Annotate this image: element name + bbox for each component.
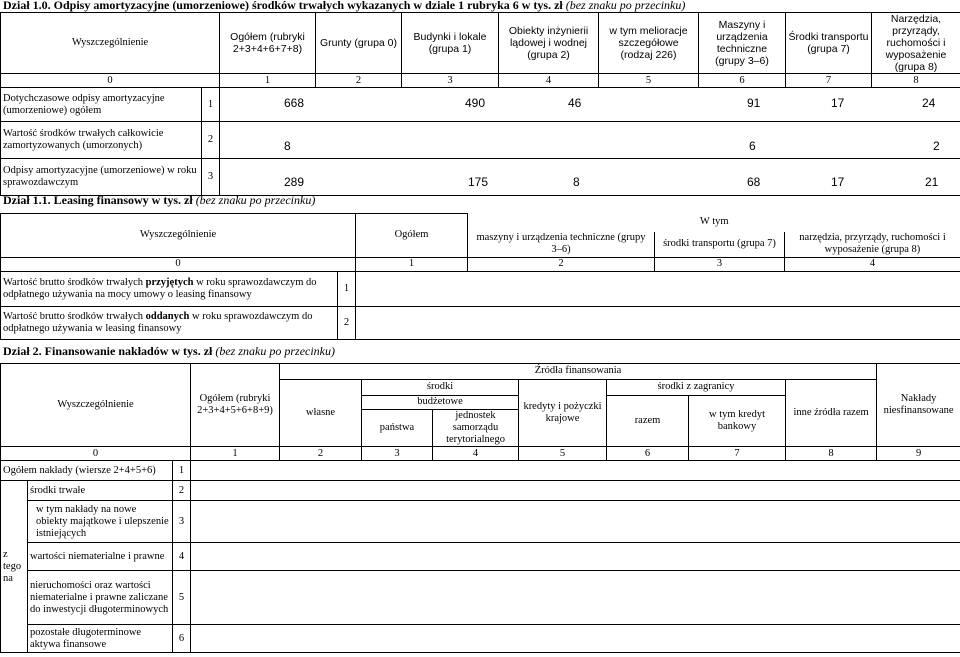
header-transport: środki transportu (grupa 7) bbox=[655, 232, 785, 258]
row-number: 2 bbox=[173, 481, 191, 501]
value-maszyny: 68 bbox=[747, 175, 761, 190]
data-cells bbox=[220, 122, 960, 159]
colnum: 9 bbox=[877, 447, 960, 461]
header-grunty: Grunty (grupa 0) bbox=[316, 13, 402, 74]
row-number: 2 bbox=[338, 307, 356, 340]
colnum: 0 bbox=[1, 74, 220, 88]
colnum: 1 bbox=[220, 74, 316, 88]
header-narzedzia: Narzędzia, przyrządy, ruchomości i wyposażenie (grupa 8) bbox=[872, 13, 960, 74]
value-ogolem: 289 bbox=[284, 175, 305, 190]
row-label: Ogółem nakłady (wiersze 2+4+5+6) bbox=[1, 461, 173, 481]
colnum: 4 bbox=[785, 258, 960, 272]
row-number: 1 bbox=[173, 461, 191, 481]
colnum: 1 bbox=[191, 447, 280, 461]
data-cells bbox=[191, 571, 960, 625]
header-narzedzia: narzędzia, przyrządy, ruchomości i wyposażenie (grupa 8) bbox=[785, 232, 960, 258]
row-label: Wartość brutto środków trwałych przyjętych w roku sprawozdawczym do odpłatnego używania na mocy umowy o leasing finansowy bbox=[1, 272, 338, 307]
row-number: 1 bbox=[202, 88, 220, 122]
value-transport: 17 bbox=[831, 175, 845, 190]
colnum: 2 bbox=[468, 258, 655, 272]
value-narzedzia: 24 bbox=[922, 96, 936, 111]
value-budynki: 175 bbox=[468, 175, 489, 190]
row-number: 6 bbox=[173, 625, 191, 653]
row-number: 4 bbox=[173, 543, 191, 571]
row-number: 2 bbox=[202, 122, 220, 159]
value-narzedzia: 2 bbox=[933, 139, 940, 154]
section2-title: Dział 1.1. Leasing finansowy w tys. zł (bez znaku po przecinku) bbox=[3, 193, 316, 207]
colnum: 7 bbox=[689, 447, 786, 461]
colnum: 2 bbox=[280, 447, 362, 461]
header-wyszczegolnienie: Wyszczególnienie bbox=[1, 364, 191, 447]
header-wlasne: własne bbox=[280, 380, 362, 447]
row-number: 3 bbox=[202, 159, 220, 196]
colnum: 2 bbox=[316, 74, 402, 88]
data-cells bbox=[220, 88, 960, 122]
colnum: 8 bbox=[786, 447, 877, 461]
value-maszyny: 91 bbox=[747, 96, 761, 111]
header-w-tym: W tym bbox=[699, 216, 729, 228]
colnum: 8 bbox=[872, 74, 960, 88]
colnum: 3 bbox=[655, 258, 785, 272]
row-label: Odpisy amortyzacyjne (umorzeniowe) w roku sprawozdawczym bbox=[1, 159, 202, 196]
header-zrodla: Źródła finansowania bbox=[280, 364, 877, 380]
header-maszyny: Maszyny i urządzenia techniczne (grupy 3–6) bbox=[699, 13, 786, 74]
row-label: Wartość środków trwałych całkowicie zamortyzowanych (umorzonych) bbox=[1, 122, 202, 159]
row-label: w tym nakłady na nowe obiekty majątkowe i ulepszenie istniejących bbox=[28, 501, 173, 543]
header-budynki: Budynki i lokale (grupa 1) bbox=[402, 13, 499, 74]
colnum: 3 bbox=[362, 447, 433, 461]
header-ogolem: Ogółem bbox=[356, 214, 468, 258]
value-obiekty: 8 bbox=[573, 175, 580, 190]
header-razem: razem bbox=[607, 396, 689, 447]
colnum: 4 bbox=[433, 447, 519, 461]
colnum: 4 bbox=[499, 74, 599, 88]
section3-title: Dział 2. Finansowanie nakładów w tys. zł (bez znaku po przecinku) bbox=[3, 344, 335, 358]
row-number: 5 bbox=[173, 571, 191, 625]
data-cells bbox=[191, 625, 960, 653]
header-niesfinansowane: Nakłady niesfinansowane bbox=[877, 364, 960, 447]
header-inne: inne źródła razem bbox=[786, 380, 877, 447]
row-label: Wartość brutto środków trwałych oddanych w roku sprawozdawczym do odpłatnego używania w leasing finansowy bbox=[1, 307, 338, 340]
header-wyszczegolnienie: Wyszczególnienie bbox=[1, 214, 356, 258]
value-budynki: 490 bbox=[465, 96, 486, 111]
colnum: 6 bbox=[607, 447, 689, 461]
colnum: 6 bbox=[699, 74, 786, 88]
colnum: 5 bbox=[599, 74, 699, 88]
colnum: 7 bbox=[786, 74, 872, 88]
header-ogolem: Ogółem (rubryki 2+3+4+6+7+8) bbox=[220, 13, 316, 74]
header-panstwa: państwa bbox=[362, 410, 433, 447]
data-cells bbox=[356, 272, 960, 307]
colnum: 5 bbox=[519, 447, 607, 461]
leasing-table bbox=[0, 213, 960, 340]
value-transport: 17 bbox=[831, 96, 845, 111]
data-cells bbox=[191, 481, 960, 501]
row-label: Dotychczasowe odpisy amortyzacyjne (umorzeniowe) ogółem bbox=[1, 88, 202, 122]
header-obiekty: Obiekty inżynierii lądowej i wodnej (grupa 2) bbox=[499, 13, 599, 74]
value-obiekty: 46 bbox=[568, 96, 582, 111]
header-jst: jednostek samorządu terytorialnego bbox=[433, 410, 519, 447]
row-label: środki trwałe bbox=[28, 481, 173, 501]
colnum: 3 bbox=[402, 74, 499, 88]
side-label: z tego na bbox=[1, 481, 28, 653]
section1-title: Dział 1.0. Odpisy amortyzacyjne (umorzeniowe) środków trwałych wykazanych w dziale 1 rubryka 6 w tys. zł (bez znaku po przecinku) bbox=[3, 0, 686, 12]
financing-table bbox=[0, 363, 960, 653]
data-cells bbox=[220, 159, 960, 196]
header-budzetowe: budżetowe bbox=[362, 396, 519, 410]
row-number: 3 bbox=[173, 501, 191, 543]
value-ogolem: 668 bbox=[284, 96, 305, 111]
row-number: 1 bbox=[338, 272, 356, 307]
value-ogolem: 8 bbox=[284, 139, 291, 154]
header-srodki: środki bbox=[362, 380, 519, 396]
colnum: 0 bbox=[1, 447, 191, 461]
header-maszyny: maszyny i urządzenia techniczne (grupy 3–6) bbox=[468, 232, 655, 258]
data-cells bbox=[191, 501, 960, 543]
header-melioracje: w tym melioracje szczegółowe (rodzaj 226) bbox=[599, 13, 699, 74]
data-cells bbox=[191, 543, 960, 571]
row-label: wartości niematerialne i prawne bbox=[28, 543, 173, 571]
colnum: 0 bbox=[1, 258, 356, 272]
value-narzedzia: 21 bbox=[925, 175, 939, 190]
value-maszyny: 6 bbox=[749, 139, 756, 154]
header-kredyt-bankowy: w tym kredyt bankowy bbox=[689, 396, 786, 447]
data-cells bbox=[191, 461, 960, 481]
header-zagranica: środki z zagranicy bbox=[607, 380, 786, 396]
depreciation-table bbox=[0, 12, 960, 196]
header-kredyty: kredyty i pożyczki krajowe bbox=[519, 380, 607, 447]
row-label: pozostałe długoterminowe aktywa finansowe bbox=[28, 625, 173, 653]
header-transport: Środki transportu (grupa 7) bbox=[786, 13, 872, 74]
colnum: 1 bbox=[356, 258, 468, 272]
row-label: nieruchomości oraz wartości niematerialne i prawne zaliczane do inwestycji długoterminowych bbox=[28, 571, 173, 625]
header-ogolem: Ogółem (rubryki 2+3+4+5+6+8+9) bbox=[191, 364, 280, 447]
data-cells bbox=[356, 307, 960, 340]
header-wyszczegolnienie: Wyszczególnienie bbox=[1, 13, 220, 74]
